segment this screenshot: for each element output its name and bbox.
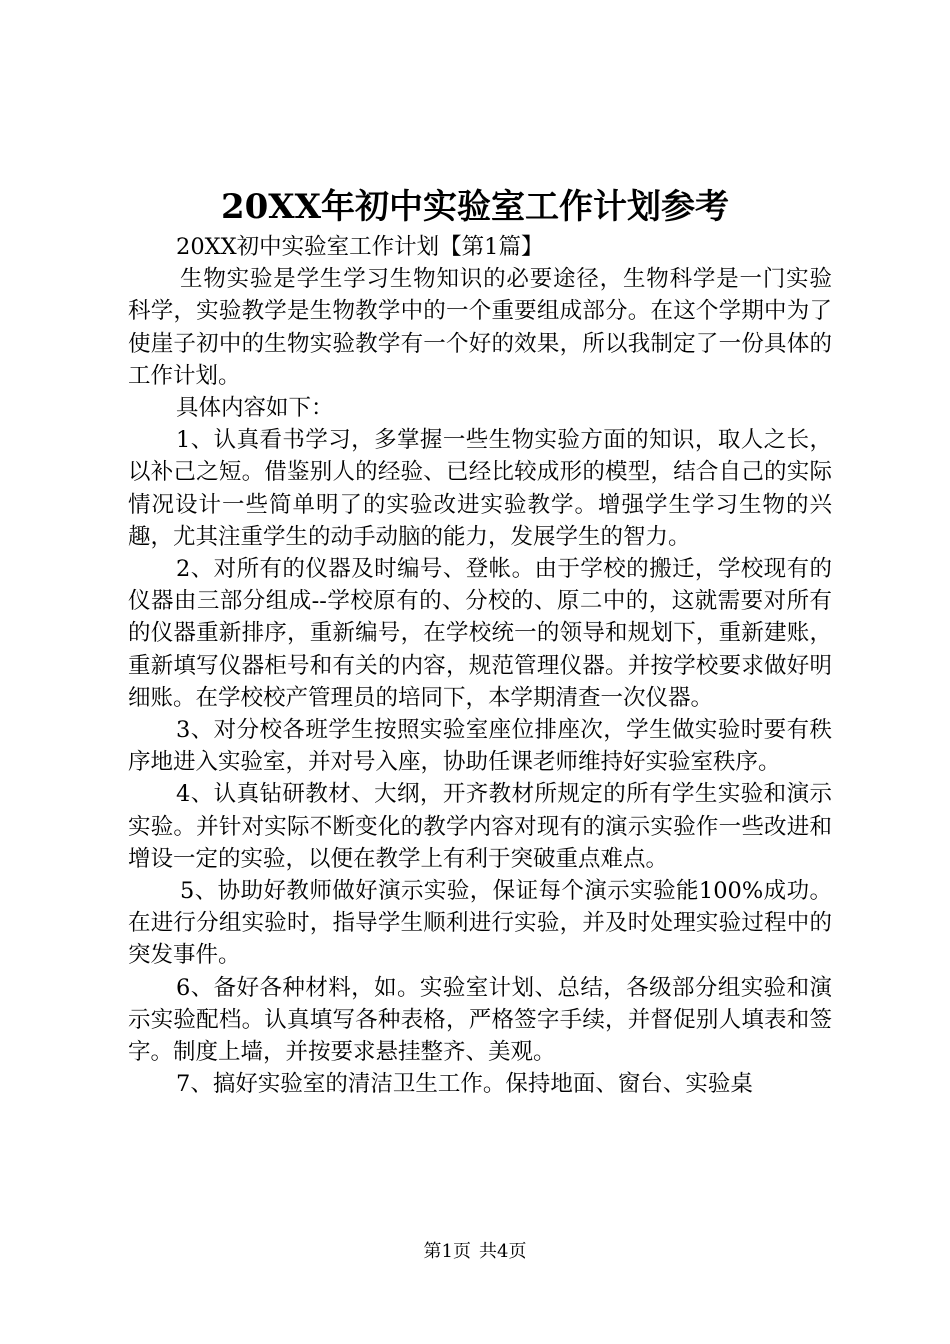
- paragraph-item-3: 3、对分校各班学生按照实验室座位排座次，学生做实验时要有秩序地进入实验室，并对号入座，协助任课老师维持好实验室秩序。: [128, 717, 832, 776]
- paragraph-item-1: 1、认真看书学习，多掌握一些生物实验方面的知识，取人之长，以补己之短。借鉴别人的经验、已经比较成形的模型，结合自己的实际情况设计一些简单明了的实验改进实验教学。增强学生学习生物的兴趣，尤其注重学生的动手动脑的能力，发展学生的智力。: [128, 427, 832, 550]
- document-title: 20XX年初中实验室工作计划参考: [220, 187, 730, 227]
- paragraph-item-2: 2、对所有的仪器及时编号、登帐。由于学校的搬迁，学校现有的仪器由三部分组成--学校原有的、分校的、原二中的，这就需要对所有的仪器重新排序，重新编号，在学校统一的领导和规划下，重新建账，重新填写仪器柜号和有关的内容，规范管理仪器。并按学校要求做好明细账。在学校校产管理员的培同下，本学期清查一次仪器。: [128, 556, 832, 711]
- page-number: 第1页: [423, 1241, 471, 1262]
- document-body: [128, 231, 832, 1100]
- paragraph-item-6: 6、备好各种材料，如。实验室计划、总结，各级部分组实验和演示实验配档。认真填写各种表格，严格签字手续，并督促别人填表和签字。制度上墙，并按要求悬挂整齐、美观。: [128, 974, 832, 1066]
- section-heading: 20XX初中实验室工作计划【第1篇】: [176, 234, 544, 260]
- page-footer: [0, 1240, 950, 1264]
- paragraph-item-7: 7、搞好实验室的清洁卫生工作。保持地面、窗台、实验桌: [176, 1071, 753, 1098]
- paragraph-item-5: 5、协助好教师做好演示实验，保证每个演示实验能100%成功。在进行分组实验时，指导学生顺利进行实验，并及时处理实验过程中的突发事件。: [128, 878, 832, 969]
- page-total: 共4页: [479, 1241, 527, 1262]
- paragraph-item-4: 4、认真钻研教材、大纲，开齐教材所规定的所有学生实验和演示实验。并针对实际不断变化的教学内容对现有的演示实验作一些改进和增设一定的实验，以便在教学上有利于突破重点难点。: [128, 781, 832, 872]
- paragraph-content-lead: 具体内容如下：: [176, 395, 334, 422]
- paragraph-intro: 生物实验是学生学习生物知识的必要途径，生物科学是一门实验科学，实验教学是生物教学中的一个重要组成部分。在这个学期中为了使崖子初中的生物实验教学有一个好的效果，所以我制定了一份具体的工作计划。: [128, 266, 832, 389]
